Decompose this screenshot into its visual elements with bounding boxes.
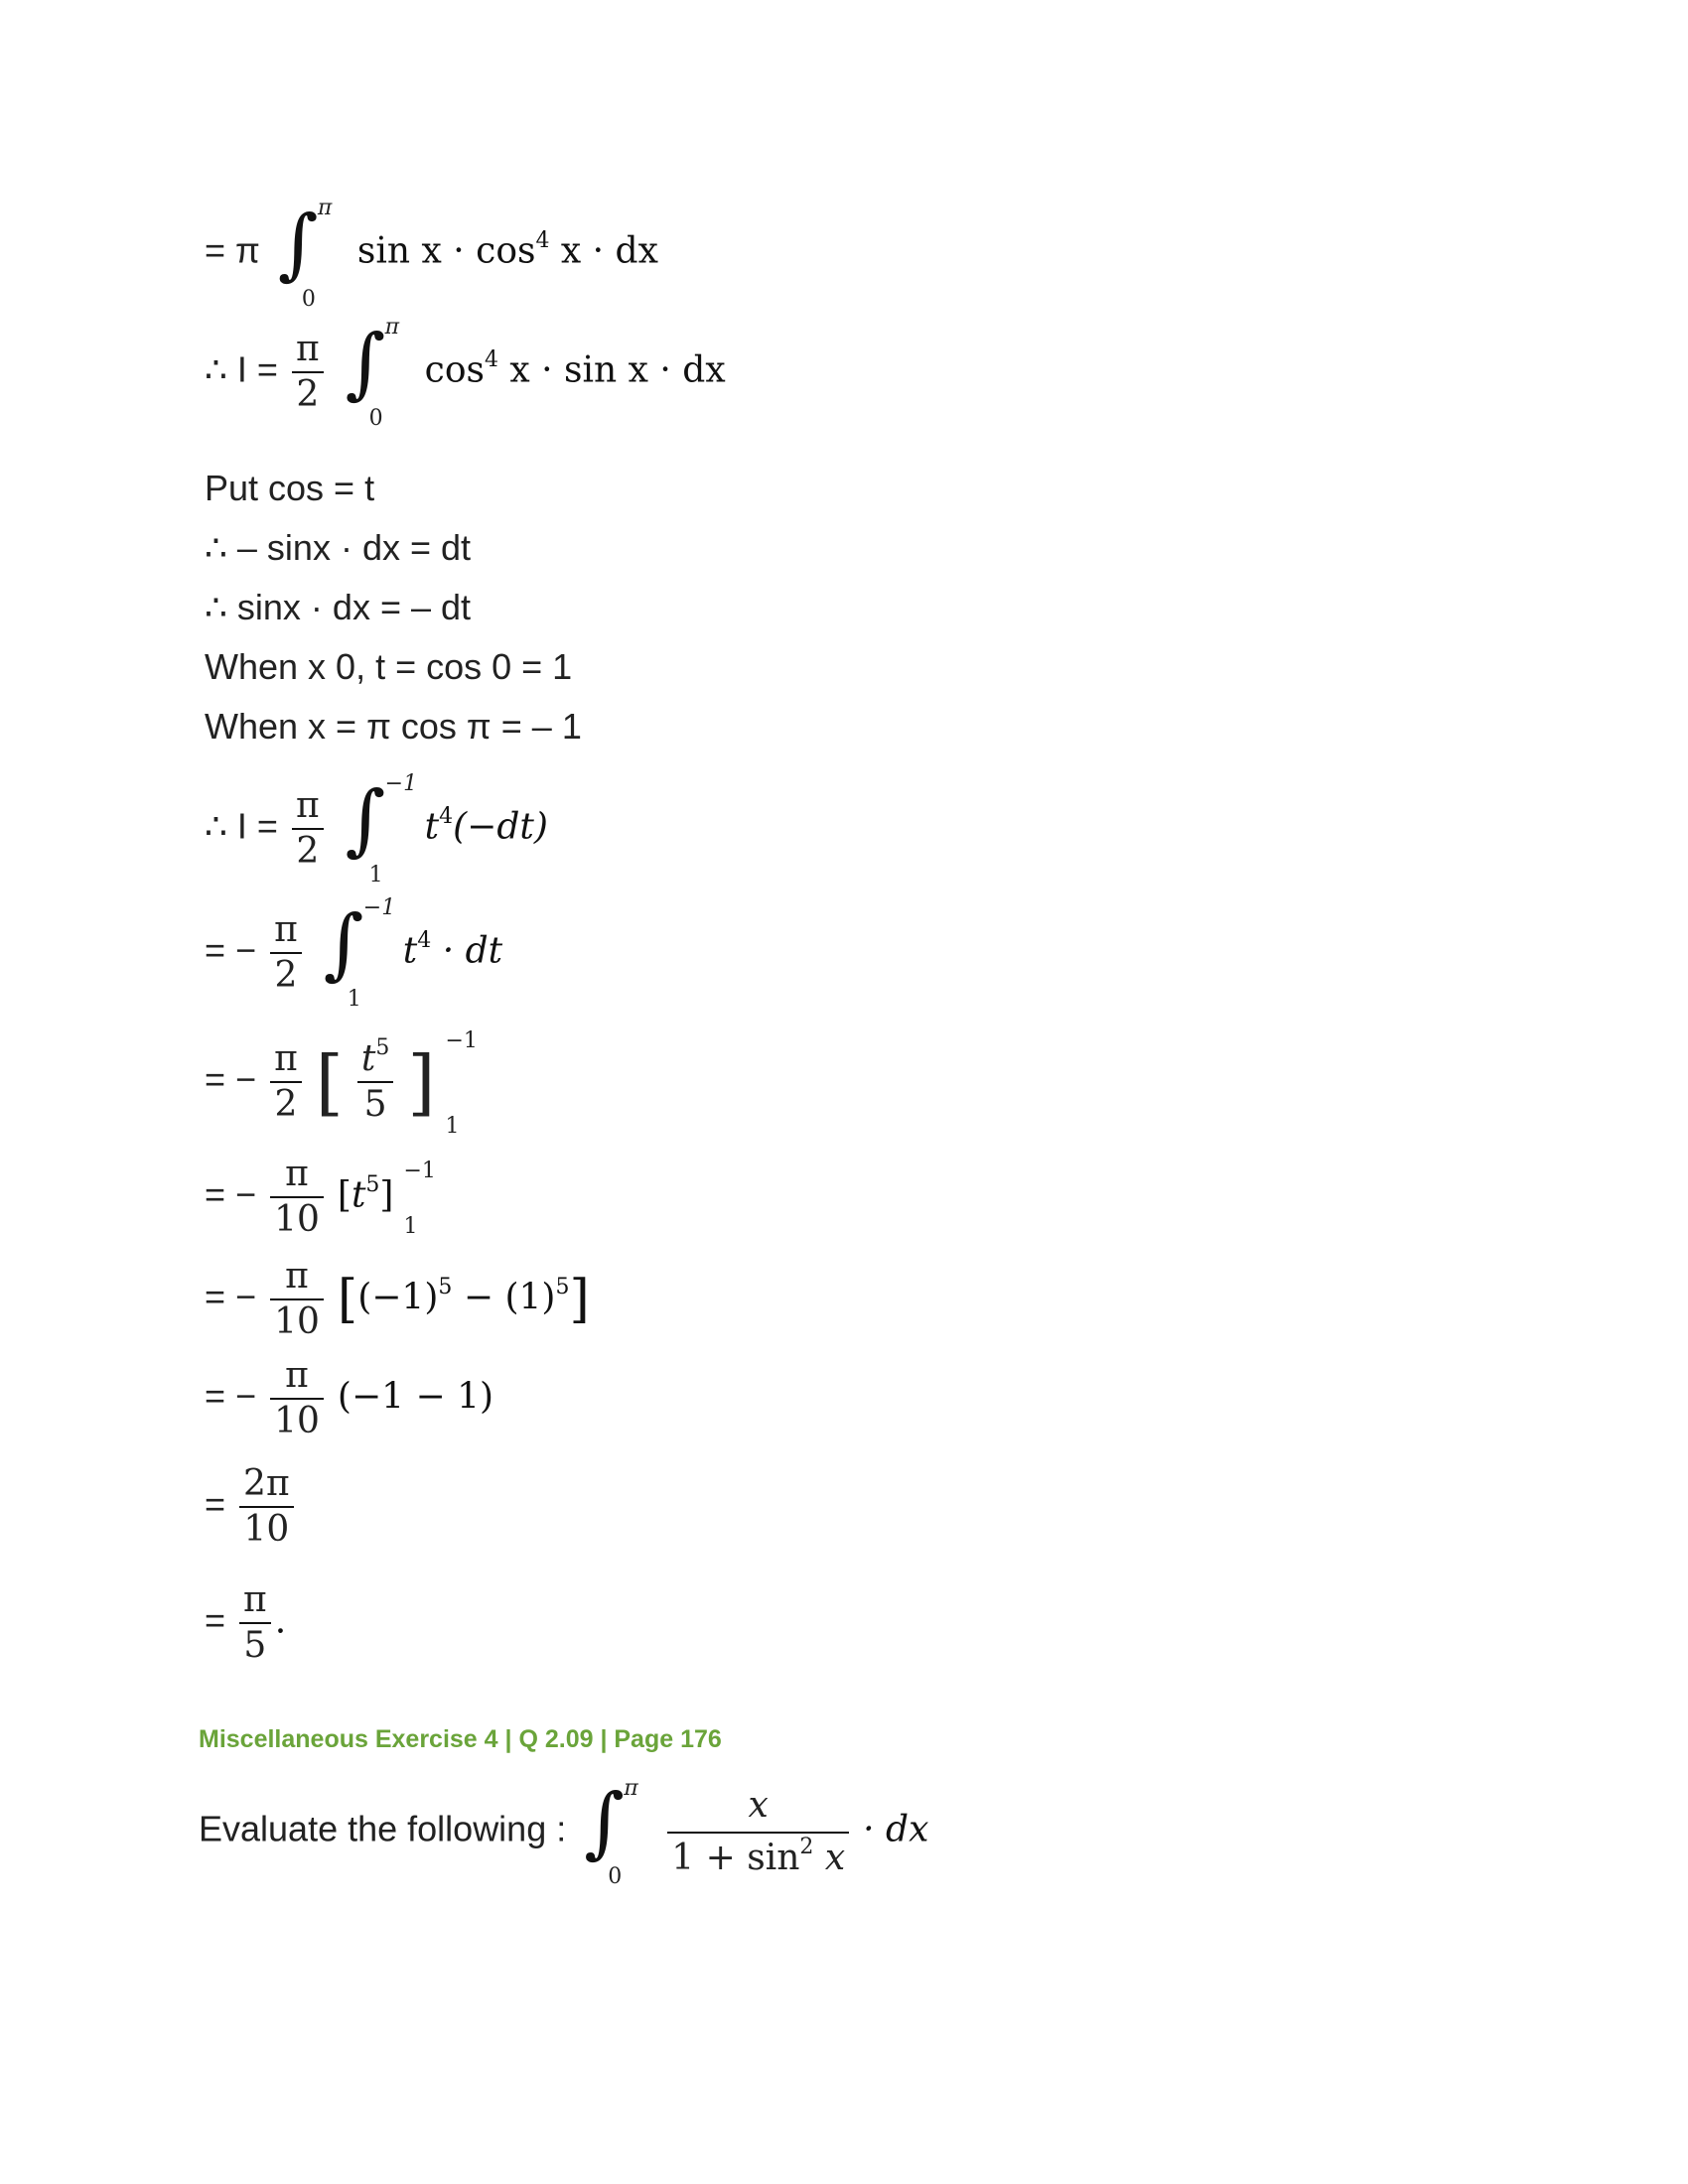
step-1-body: sin x · cos — [356, 230, 536, 272]
step-3-prefix: ∴ I = — [205, 805, 278, 847]
question-tail: · dx — [863, 1809, 929, 1850]
inner-numerator: t — [360, 1038, 376, 1079]
step-6-body: t — [351, 1174, 366, 1216]
inner-denominator: 5 — [363, 1084, 387, 1125]
fraction-denominator: 2 — [296, 831, 320, 872]
integral-lower-limit: 0 — [608, 1864, 623, 1889]
integral-upper-limit: −1 — [384, 771, 418, 796]
step-4-tail: · dt — [431, 930, 503, 972]
step-1-tail: x · dx — [549, 230, 658, 272]
step-6-prefix: = − — [205, 1173, 257, 1215]
step-8-prefix: = − — [205, 1375, 257, 1417]
step-3-body: t — [424, 806, 440, 848]
step-2-tail: x · sin x · dx — [497, 349, 726, 391]
question-numerator: x — [667, 1785, 849, 1834]
fraction — [270, 1355, 324, 1441]
fraction-numerator: π — [270, 1157, 324, 1198]
term-b: (1) — [504, 1277, 556, 1318]
text-line-3: ∴ sinx · dx = – dt — [205, 587, 472, 627]
text-line-5: When x = π cos π = – 1 — [205, 706, 582, 747]
integral-lower-limit: 1 — [368, 863, 383, 887]
fraction-denominator: 2 — [296, 374, 320, 415]
integral-lower-limit: 0 — [368, 406, 383, 431]
step-1-prefix: = π — [205, 229, 260, 271]
fraction-denominator: 2 — [274, 1084, 298, 1125]
text-line-1: Put cos = t — [205, 468, 375, 508]
integral-lower-limit: 0 — [301, 287, 316, 312]
step-5 — [205, 1028, 489, 1139]
step-2-body: cos — [424, 349, 485, 391]
question-denominator-a: 1 + sin — [671, 1838, 800, 1878]
question-denominator-exponent: 2 — [799, 1835, 814, 1859]
question-text: Evaluate the following : — [199, 1808, 567, 1849]
fraction-numerator: π — [239, 1582, 271, 1624]
term-b-exponent: 5 — [555, 1274, 570, 1299]
term-a-exponent: 5 — [438, 1274, 453, 1299]
integral-sign: ∫ π 0 — [345, 315, 400, 431]
step-4-body: t — [402, 930, 418, 972]
term-a: (−1) — [357, 1277, 439, 1318]
step-7-prefix: = − — [205, 1276, 257, 1317]
integral-lower-limit: 1 — [347, 987, 361, 1012]
integral-sign: ∫ π 0 — [584, 1776, 638, 1889]
inner-exponent: 5 — [375, 1035, 390, 1060]
upper-limit: −1 — [445, 1028, 478, 1053]
step-5-prefix: = − — [205, 1058, 257, 1100]
question-denominator-b: x — [813, 1838, 846, 1878]
fraction — [292, 785, 324, 872]
integral-sign: ∫ −1 1 — [323, 895, 396, 1012]
fraction-denominator: 5 — [243, 1625, 267, 1666]
fraction-denominator: 10 — [274, 1301, 320, 1342]
fraction-numerator: π — [270, 1041, 302, 1083]
text-line-4: When x 0, t = cos 0 = 1 — [205, 646, 573, 687]
integral-upper-limit: π — [317, 196, 333, 220]
fraction-denominator: 10 — [274, 1199, 320, 1240]
step-6-exponent: 5 — [365, 1171, 380, 1197]
fraction — [270, 1256, 324, 1342]
step-2 — [205, 315, 726, 431]
fraction-numerator: π — [270, 912, 302, 954]
step-3-tail: (−dt) — [453, 806, 548, 848]
step-10-tail: . — [274, 1600, 287, 1642]
exercise-heading: Miscellaneous Exercise 4 | Q 2.09 | Page 176 — [199, 1725, 722, 1753]
step-6: = − $\frac{\pi}{10}$ $[t^5]$ −1 1 — [205, 1157, 447, 1238]
step-3-exponent: 4 — [439, 803, 454, 829]
step-1-exponent: 4 — [535, 227, 550, 253]
fraction-denominator: 10 — [274, 1401, 320, 1441]
step-4-exponent: 4 — [417, 927, 432, 953]
fraction — [270, 1154, 324, 1240]
fraction — [239, 1579, 271, 1666]
fraction-numerator: π — [292, 332, 324, 373]
text-line-2: ∴ – sinx · dx = dt — [205, 527, 472, 568]
fraction — [292, 329, 324, 415]
fraction-denominator: 2 — [274, 955, 298, 996]
step-2-prefix: ∴ I = — [205, 348, 278, 390]
step-4-prefix: = − — [205, 929, 257, 971]
question-fraction — [667, 1785, 849, 1878]
fraction-denominator: 10 — [243, 1509, 290, 1550]
fraction — [270, 1038, 302, 1125]
minus-sign: − — [452, 1277, 505, 1318]
inner-fraction — [357, 1035, 393, 1125]
upper-limit: −1 — [403, 1159, 436, 1183]
fraction-numerator: π — [292, 788, 324, 830]
integral-sign: ∫ −1 1 — [345, 771, 418, 887]
fraction — [239, 1463, 294, 1550]
fraction — [270, 909, 302, 996]
integral-upper-limit: π — [624, 1776, 638, 1801]
step-7: = − $\frac{\pi}{10}$ $[(-1)^5 - (1)^5]$ — [205, 1256, 590, 1342]
step-10-prefix: = — [205, 1599, 226, 1641]
step-4 — [205, 895, 503, 1012]
lower-limit: 1 — [445, 1114, 460, 1139]
left-bracket: [ — [315, 1040, 344, 1124]
integral-upper-limit: π — [384, 315, 400, 340]
fraction-numerator: 2π — [239, 1466, 294, 1508]
fraction-numerator: π — [270, 1358, 324, 1400]
integral-sign: ∫ π 0 — [277, 196, 333, 312]
evaluation-limits — [445, 1028, 489, 1139]
step-3 — [205, 771, 548, 887]
question — [199, 1776, 929, 1889]
step-8-tail: (−1 − 1) — [337, 1376, 494, 1418]
step-8 — [205, 1355, 494, 1441]
step-10 — [205, 1579, 287, 1666]
step-9 — [205, 1463, 298, 1550]
step-9-prefix: = — [205, 1483, 226, 1525]
step-1 — [205, 196, 658, 312]
step-2-exponent: 4 — [484, 346, 498, 372]
evaluation-limits — [403, 1159, 447, 1239]
right-bracket: ] — [407, 1040, 436, 1124]
lower-limit: 1 — [403, 1214, 418, 1239]
fraction-numerator: π — [270, 1259, 324, 1300]
integral-upper-limit: −1 — [362, 895, 396, 920]
